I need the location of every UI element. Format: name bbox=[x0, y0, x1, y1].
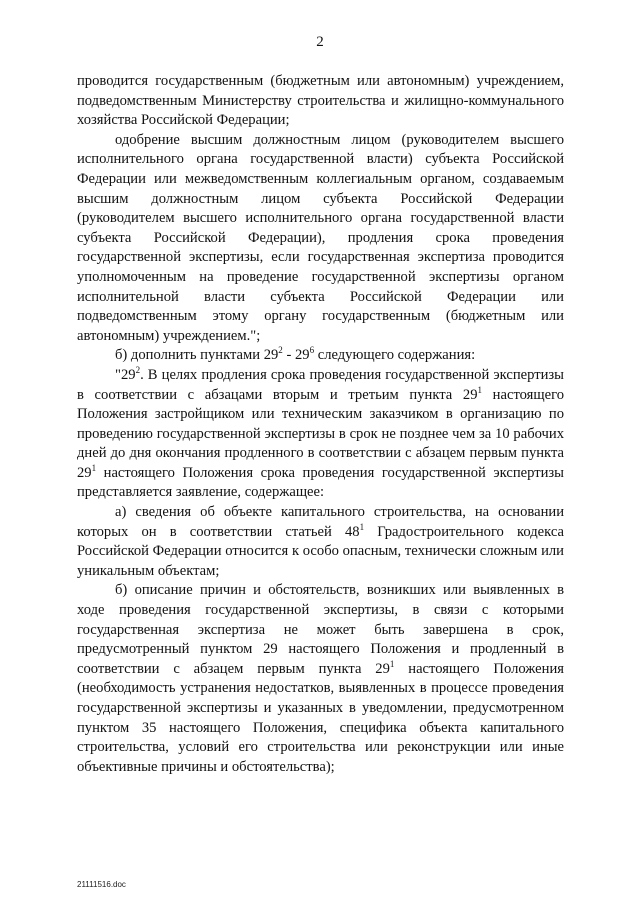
paragraph-3: б) дополнить пунктами $29^2 - 29^6$ следующего содержания: bbox=[115, 345, 476, 364]
paragraph-5: а) сведения об объекте капитального строительства, на основании которых он в соответствии статьей $48^1$ Градостроительного кодекса Российской Федерации относится к особо опасным, технически сложным или уникальным объектам; bbox=[77, 504, 564, 579]
page-number: 2 bbox=[316, 34, 324, 50]
file-name-footer: 21111516.doc bbox=[77, 880, 126, 889]
document-body bbox=[77, 72, 564, 777]
paragraph-4: "$29^2$. В целях продления срока проведения государственной экспертизы в соответствии с абзацами вторым и третьим пункта $29^1$ настоящего Положения застройщиком или техническим заказчиком в организацию по проведению государственной экспертизы в срок не позднее чем за 10 рабочих дней до дня окончания продленного в соответствии с абзацем первым пункта $29^1$ настоящего Положения срока проведения государственной экспертизы представляется заявление, содержащее: bbox=[77, 364, 564, 501]
paragraph-2: одобрение высшим должностным лицом (руководителем высшего исполнительного органа государственной власти) субъекта Российской Федерации или межведомственным коллегиальным органом, создаваемым высшим должностным лицом субъекта Российской Федерации (руководителем высшего исполнительного органа государственной власти субъекта Российской Федерации), продления срока проведения государственной экспертизы, если государственная экспертиза проводится уполномоченным на проведение государственной экспертизы органом исполнительной власти субъекта Российской Федерации или подведомственным этому органу государственным (бюджетным или автономным) учреждением."; bbox=[77, 131, 564, 344]
paragraph-6: б) описание причин и обстоятельств, возникших или выявленных в ходе проведения государственной экспертизы, в связи с которыми государственная экспертиза не может быть завершена в срок, предусмотренный пунктом 29 настоящего Положения и продленный в соответствии с абзацем первым пункта $29^1$ настоящего Положения (необходимость устранения недостатков, выявленных в процессе проведения государственной экспертизы и указанных в уведомлении, предусмотренном пунктом 35 настоящего Положения, специфика объекта капитального строительства, условий его строительства или реконструкции или иные объективные причины и обстоятельства); bbox=[77, 582, 564, 775]
paragraph-1: проводится государственным (бюджетным или автономным) учреждением, подведомственным Министерству строительства и жилищно-коммунального хозяйства Российской Федерации; bbox=[77, 73, 564, 129]
